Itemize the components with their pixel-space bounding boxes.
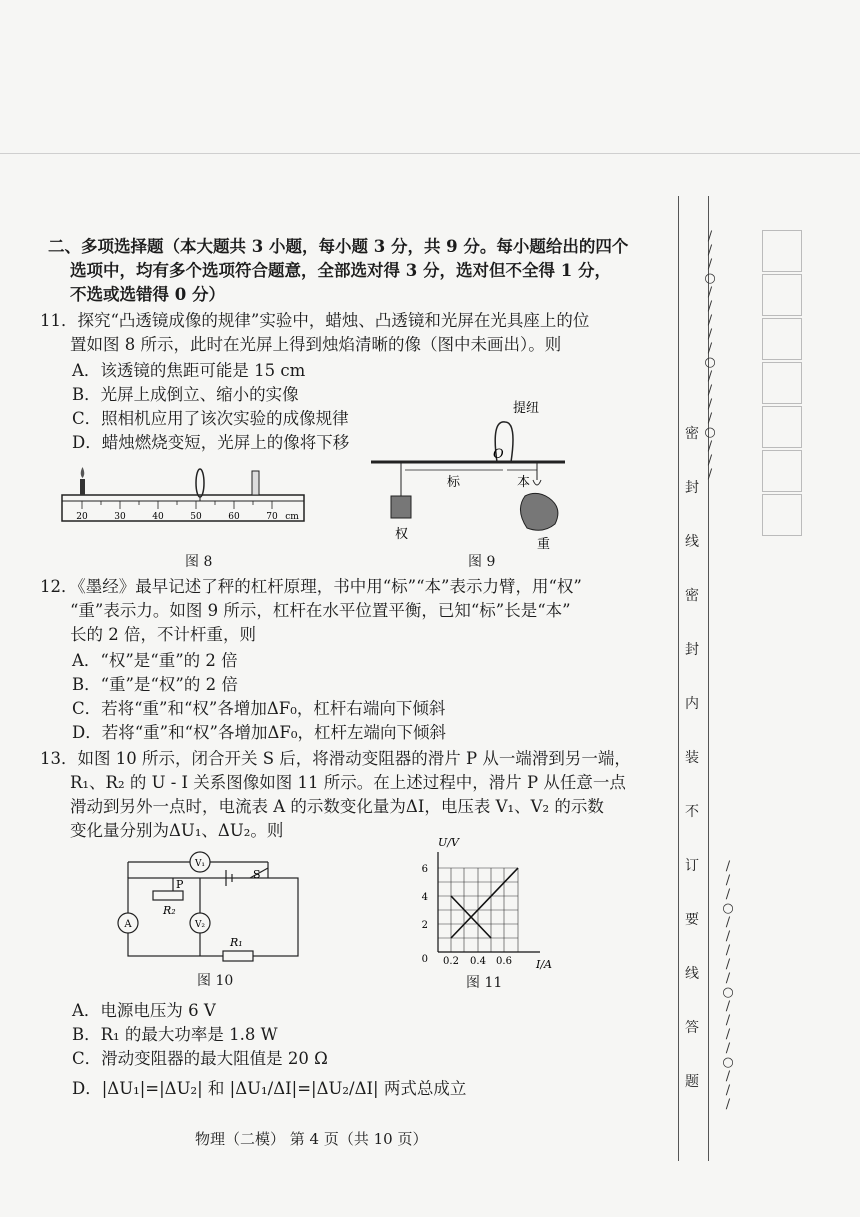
fig10-slider-p: P xyxy=(176,878,184,891)
q13-option-a: A．电源电压为 6 V xyxy=(72,1001,216,1020)
q11-option-c: C．照相机应用了该次实验的成像规律 xyxy=(72,409,349,428)
fig11-y-tick-6: 6 xyxy=(421,864,428,875)
q13-option-c: C．滑动变阻器的最大阻值是 20 Ω xyxy=(72,1049,328,1068)
q12-option-a: A．“权”是“重”的 2 倍 xyxy=(72,651,238,670)
q12-option-b: B．“重”是“权”的 2 倍 xyxy=(72,675,238,694)
seal-char: 密 xyxy=(685,426,699,442)
seal-char: 装 xyxy=(685,750,699,766)
q12-stem-line1: 12．《墨经》最早记述了秤的杠杆原理，书中用“标”“本”表示力臂，用“权” xyxy=(40,577,582,596)
figure-9-caption: 图 9 xyxy=(468,554,496,570)
seal-char: 答 xyxy=(685,1020,699,1036)
fig9-pivot-label: O xyxy=(493,447,504,462)
seal-dash-column-left: / / / ○ / / / / / ○ / / / / ○ / / / xyxy=(704,229,716,482)
seal-char: 内 xyxy=(685,696,699,712)
fig10-ammeter-a: A xyxy=(124,919,132,930)
seal-dash-column-right: / / / ○ / / / / / ○ / / / / ○ / / / xyxy=(722,859,734,1112)
q12-stem-line2: “重”表示力。如图 9 所示，杠杆在水平位置平衡，已知“标”长是“本” xyxy=(70,601,571,620)
fig9-knob-label: 提纽 xyxy=(513,401,540,416)
seal-char: 线 xyxy=(685,534,699,550)
seal-char: 线 xyxy=(685,966,699,982)
fig10-r2-label: R₂ xyxy=(163,904,176,917)
figure-11-caption: 图 11 xyxy=(466,975,503,991)
fig10-voltmeter-v1: V₁ xyxy=(194,859,206,869)
q11-option-d: D．蜡烛燃烧变短，光屏上的像将下移 xyxy=(72,433,350,452)
fig11-y-axis-label: U/V xyxy=(438,836,459,849)
seal-char: 封 xyxy=(685,480,699,496)
q13-option-b: B．R₁ 的最大功率是 1.8 W xyxy=(72,1025,278,1044)
figure-10-circuit xyxy=(108,848,308,968)
q11-option-b: B．光屏上成倒立、缩小的实像 xyxy=(72,385,299,404)
q11-stem-line2: 置如图 8 所示，此时在光屏上得到烛焰清晰的像（图中未画出）。则 xyxy=(70,335,562,354)
fig8-tick-20: 20 xyxy=(76,512,88,522)
fig11-x-axis-label: I/A xyxy=(536,958,552,971)
q13-stem-line2: R₁、R₂ 的 U - I 关系图像如图 11 所示。在上述过程中，滑片 P 从任意一点 xyxy=(70,773,626,792)
seal-char: 要 xyxy=(685,912,699,928)
q13-option-d: D．|ΔU₁|=|ΔU₂| 和 |ΔU₁/ΔI|=|ΔU₂/ΔI| 两式总成立 xyxy=(72,1079,467,1098)
fig11-y-tick-2: 2 xyxy=(421,920,428,931)
figure-8-caption: 图 8 xyxy=(185,554,213,570)
seal-char: 密 xyxy=(685,588,699,604)
q13-stem-line3: 滑动到另外一点时，电流表 A 的示数变化量为ΔI，电压表 V₁、V₂ 的示数 xyxy=(70,797,604,816)
section-heading-line1: 二、多项选择题（本大题共 3 小题，每小题 3 分，共 9 分。每小题给出的四个 xyxy=(48,237,629,256)
seal-line-strip xyxy=(668,196,728,1161)
fig11-y-tick-4: 4 xyxy=(421,892,428,903)
q12-option-c: C．若将“重”和“权”各增加ΔF₀，杠杆右端向下倾斜 xyxy=(72,699,446,718)
seal-line-characters xyxy=(682,424,702,1092)
fig8-tick-60: 60 xyxy=(228,512,240,522)
fig10-r1-label: R₁ xyxy=(230,936,243,949)
fig11-x-tick-04: 0.4 xyxy=(470,956,486,967)
q13-stem-line4: 变化量分别为ΔU₁、ΔU₂。则 xyxy=(70,821,284,840)
fig9-ben-label: 本 xyxy=(517,475,531,490)
q12-stem-line3: 长的 2 倍，不计杆重，则 xyxy=(70,625,256,644)
fig8-tick-50: 50 xyxy=(190,512,202,522)
figure-10-caption: 图 10 xyxy=(197,973,234,989)
section-heading-line2: 选项中，均有多个选项符合题意，全部选对得 3 分，选对但不全得 1 分， xyxy=(70,261,611,280)
fig11-x-tick-06: 0.6 xyxy=(496,956,512,967)
fig10-voltmeter-v2: V₂ xyxy=(194,920,206,930)
q12-option-d: D．若将“重”和“权”各增加ΔF₀，杠杆左端向下倾斜 xyxy=(72,723,446,742)
q11-stem-line1: 11．探究“凸透镜成像的规律”实验中，蜡烛、凸透镜和光屏在光具座上的位 xyxy=(40,311,590,330)
fig8-tick-30: 30 xyxy=(114,512,126,522)
seal-char: 不 xyxy=(685,804,699,820)
figure-9-steelyard xyxy=(365,400,585,550)
fig8-tick-cm: cm xyxy=(285,512,299,522)
fig10-switch-s: S xyxy=(253,868,261,881)
seal-line-left xyxy=(678,196,679,1161)
seal-char: 题 xyxy=(685,1074,699,1090)
fig9-zhong-label: 重 xyxy=(537,537,551,550)
fig8-tick-70: 70 xyxy=(266,512,278,522)
q13-stem-line1: 13．如图 10 所示，闭合开关 S 后，将滑动变阻器的滑片 P 从一端滑到另一端， xyxy=(40,749,631,768)
seal-char: 封 xyxy=(685,642,699,658)
page-footer: 物理（二模） 第 4 页（共 10 页） xyxy=(195,1130,428,1148)
fig9-biao-label: 标 xyxy=(447,475,461,490)
seal-char: 订 xyxy=(685,858,699,874)
scan-fold-line xyxy=(0,153,860,154)
fig11-origin: 0 xyxy=(421,954,428,965)
exam-number-boxes xyxy=(762,230,802,538)
section-heading-line3: 不选或选错得 0 分） xyxy=(70,285,225,304)
q11-option-a: A．该透镜的焦距可能是 15 cm xyxy=(72,361,306,380)
fig11-x-tick-02: 0.2 xyxy=(443,956,459,967)
fig8-tick-40: 40 xyxy=(152,512,164,522)
figure-11-ui-graph xyxy=(408,822,558,972)
fig9-quan-label: 权 xyxy=(395,527,409,542)
figure-8-optical-bench xyxy=(60,455,310,535)
